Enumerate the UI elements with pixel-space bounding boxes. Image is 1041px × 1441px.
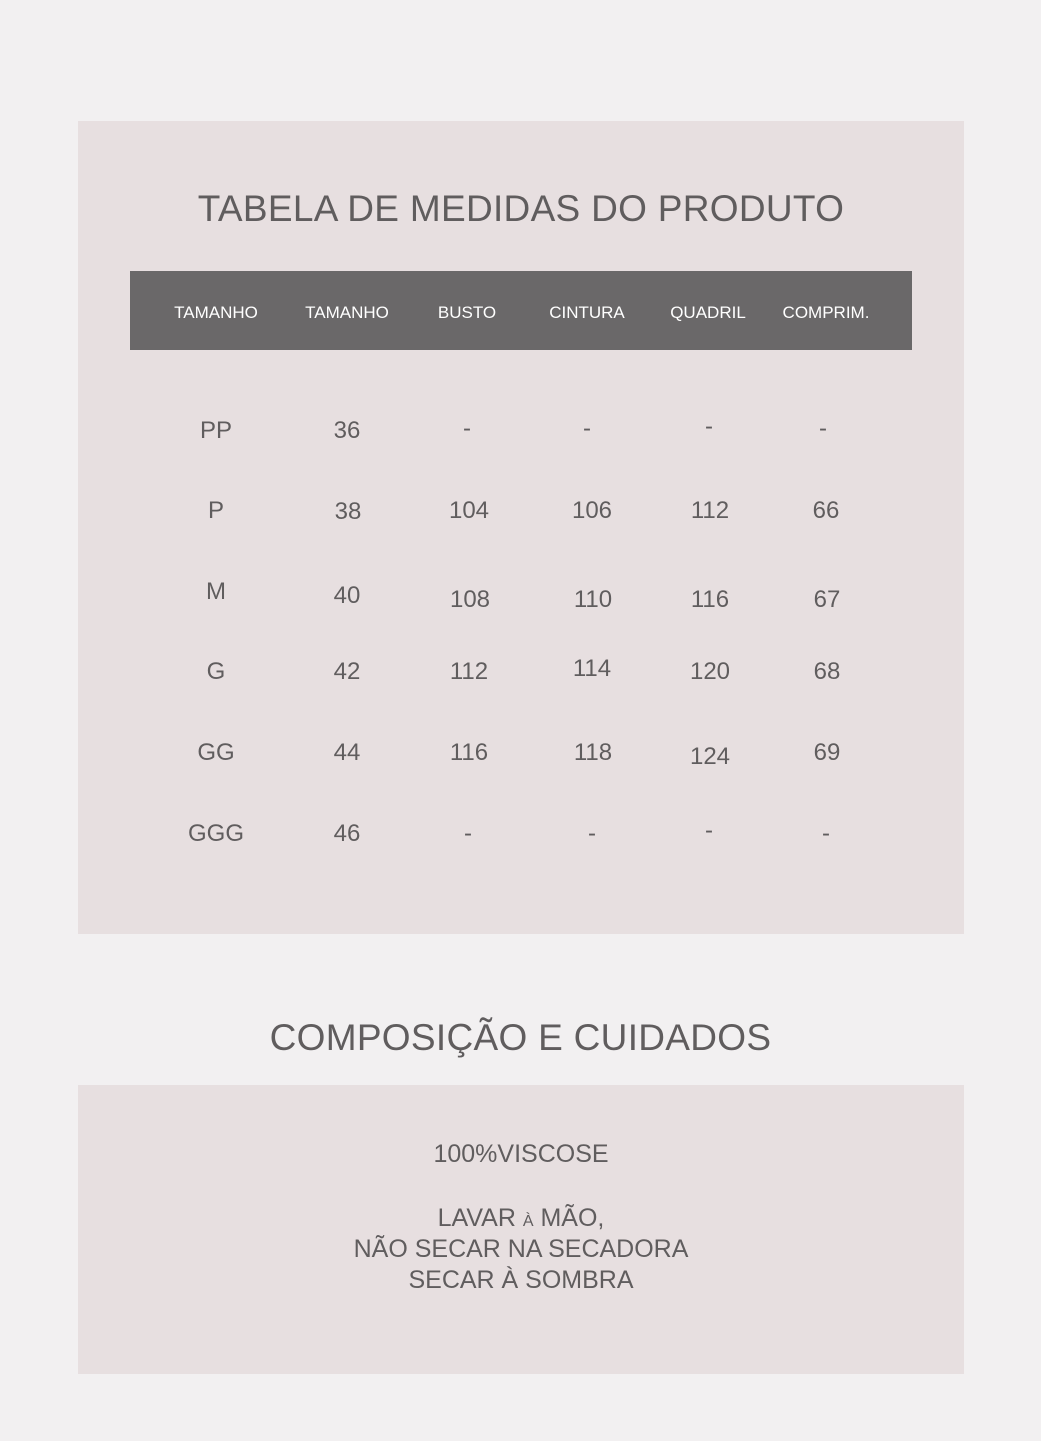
cell-size-letter: P (207, 497, 225, 524)
cell-cintura: 110 (573, 586, 613, 613)
cell-comprimento: 66 (812, 497, 840, 524)
cell-comprimento: 67 (813, 586, 841, 613)
cell-busto: 116 (449, 739, 489, 766)
cell-cintura: 118 (573, 739, 613, 766)
cell-size-letter: GG (197, 739, 235, 766)
care-instruction-shade-dry: SECAR À SOMBRA (408, 1266, 634, 1294)
care-instruction-wash-start: LAVAR (437, 1204, 523, 1232)
cell-comprimento: - (819, 415, 827, 442)
cell-busto: 108 (449, 586, 491, 613)
cell-quadril: - (705, 413, 713, 440)
cell-size-letter: G (206, 658, 226, 685)
header-tamanho-letter: TAMANHO (174, 303, 258, 322)
header-tamanho-number: TAMANHO (305, 303, 389, 322)
cell-quadril: 120 (689, 658, 731, 685)
cell-cintura: - (588, 820, 596, 847)
cell-comprimento: 69 (813, 739, 841, 766)
cell-busto: 112 (449, 658, 489, 685)
cell-quadril: 124 (689, 743, 731, 770)
header-busto: BUSTO (437, 303, 497, 322)
cell-busto: - (463, 415, 471, 442)
care-section-title: COMPOSIÇÃO E CUIDADOS (269, 1017, 772, 1058)
cell-size-number: 42 (333, 658, 361, 685)
care-instruction-wash-accent: À (522, 1213, 534, 1230)
cell-size-letter: GGG (187, 820, 245, 847)
care-panel (78, 1085, 964, 1374)
care-instruction-wash-end: MÃO, (533, 1204, 605, 1232)
cell-cintura: 106 (571, 497, 613, 524)
cell-quadril: 112 (690, 497, 730, 524)
cell-size-number: 44 (333, 739, 361, 766)
header-cintura: CINTURA (549, 303, 625, 322)
cell-cintura: - (583, 415, 591, 442)
cell-busto: 104 (448, 497, 490, 524)
header-quadril: QUADRIL (670, 303, 746, 322)
composition-text: 100%VISCOSE (433, 1140, 609, 1168)
size-table-title: TABELA DE MEDIDAS DO PRODUTO (197, 188, 845, 229)
size-table-header (130, 271, 912, 350)
care-instruction-no-dryer: NÃO SECAR NA SECADORA (353, 1235, 689, 1263)
cell-size-letter: M (206, 578, 226, 605)
cell-busto: - (464, 820, 472, 847)
cell-size-number: 40 (333, 582, 361, 609)
cell-comprimento: 68 (813, 658, 841, 685)
care-instruction-wash (78, 1203, 964, 1237)
header-comprimento: COMPRIM. (782, 303, 870, 322)
cell-quadril: 116 (690, 586, 730, 613)
cell-comprimento: - (822, 820, 830, 847)
size-table-panel (78, 121, 964, 934)
cell-size-number: 46 (333, 820, 361, 847)
cell-quadril: - (705, 817, 713, 844)
cell-size-number: 38 (334, 498, 362, 525)
cell-cintura: 114 (572, 655, 612, 682)
cell-size-number: 36 (333, 417, 361, 444)
cell-size-letter: PP (199, 417, 233, 444)
